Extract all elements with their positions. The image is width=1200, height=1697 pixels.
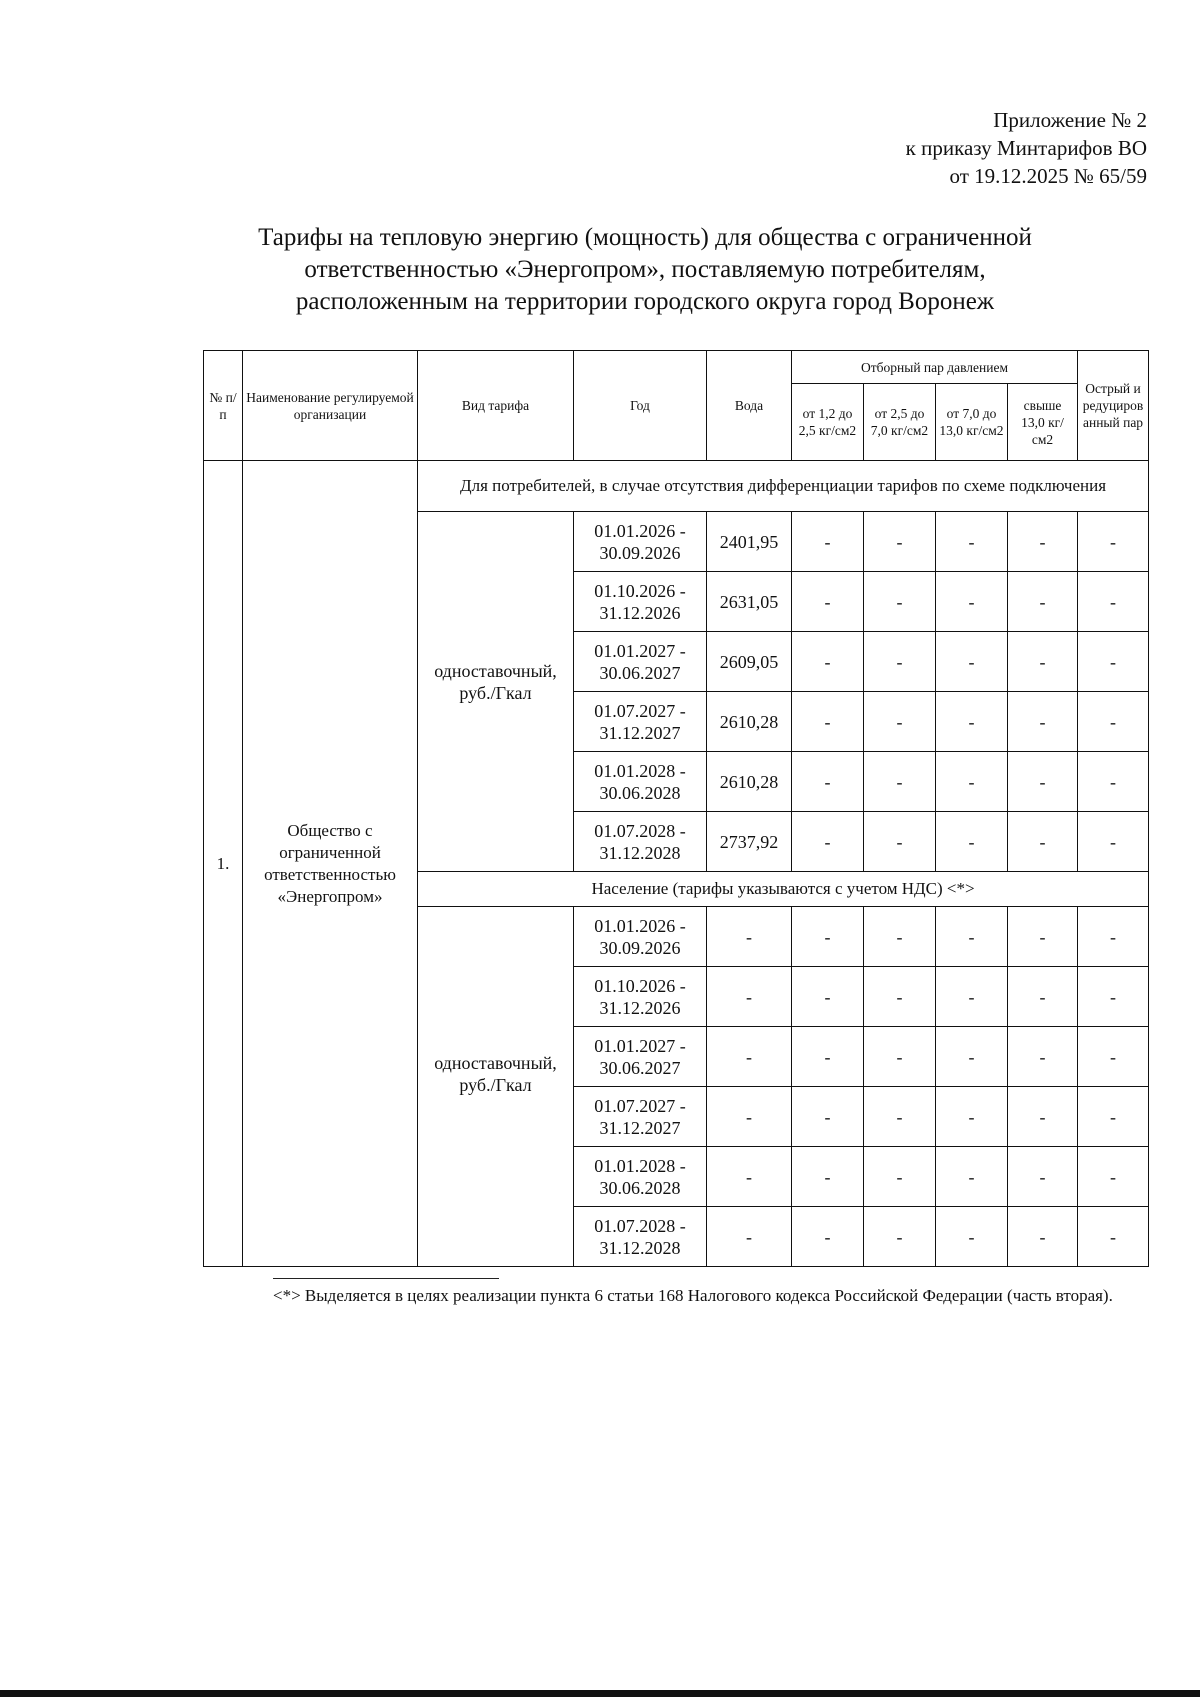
- value-s2: -: [864, 1027, 936, 1087]
- header-steam-4: свыше 13,0 кг/см2: [1008, 384, 1078, 461]
- title-line-1: Тарифы на тепловую энергию (мощность) для общества с ограниченной: [258, 224, 1032, 251]
- value-water: -: [707, 1207, 792, 1267]
- title-line-3: расположенным на территории городского округа город Воронеж: [295, 288, 995, 315]
- value-s2: -: [864, 907, 936, 967]
- value-s3: -: [936, 1207, 1008, 1267]
- appendix-reference: [906, 106, 1147, 190]
- header-sharp-steam: Острый и редуцированный пар: [1078, 351, 1149, 461]
- header-steam-group: Отборный пар давлением: [792, 351, 1078, 384]
- header-water: Вода: [707, 351, 792, 461]
- section-title: Население (тарифы указываются с учетом НДС) <*>: [418, 872, 1149, 907]
- value-sharp: -: [1078, 1087, 1149, 1147]
- value-s3: -: [936, 812, 1008, 872]
- title-line-2: ответственностью «Энергопром», поставляемую потребителям,: [304, 256, 986, 283]
- value-sharp: -: [1078, 812, 1149, 872]
- value-s3: -: [936, 632, 1008, 692]
- value-s3: -: [936, 1027, 1008, 1087]
- value-s4: -: [1008, 812, 1078, 872]
- value-s4: -: [1008, 907, 1078, 967]
- value-sharp: -: [1078, 907, 1149, 967]
- value-s1: -: [792, 632, 864, 692]
- value-sharp: -: [1078, 512, 1149, 572]
- period: 01.01.2028 - 30.06.2028: [574, 752, 707, 812]
- value-s4: -: [1008, 692, 1078, 752]
- period: 01.07.2027 - 31.12.2027: [574, 1087, 707, 1147]
- value-s2: -: [864, 1147, 936, 1207]
- value-sharp: -: [1078, 1147, 1149, 1207]
- value-s1: -: [792, 512, 864, 572]
- value-water: 2610,28: [707, 752, 792, 812]
- period: 01.01.2027 - 30.06.2027: [574, 632, 707, 692]
- value-s4: -: [1008, 967, 1078, 1027]
- period: 01.07.2028 - 31.12.2028: [574, 812, 707, 872]
- document-title: [180, 222, 1110, 318]
- value-s4: -: [1008, 1087, 1078, 1147]
- header-organization: Наименование регулируемой организации: [243, 351, 418, 461]
- value-s4: -: [1008, 512, 1078, 572]
- value-s3: -: [936, 1147, 1008, 1207]
- value-s4: -: [1008, 572, 1078, 632]
- value-s4: -: [1008, 1147, 1078, 1207]
- value-water: 2631,05: [707, 572, 792, 632]
- value-s1: -: [792, 812, 864, 872]
- period: 01.10.2026 - 31.12.2026: [574, 967, 707, 1027]
- period: 01.01.2026 - 30.09.2026: [574, 907, 707, 967]
- value-s4: -: [1008, 632, 1078, 692]
- header-tariff-type: Вид тарифа: [418, 351, 574, 461]
- value-sharp: -: [1078, 1027, 1149, 1087]
- value-s2: -: [864, 1087, 936, 1147]
- value-s2: -: [864, 572, 936, 632]
- value-s2: -: [864, 512, 936, 572]
- value-s1: -: [792, 752, 864, 812]
- appendix-order-date: от 19.12.2025 № 65/59: [949, 164, 1147, 188]
- header-steam-3: от 7,0 до 13,0 кг/см2: [936, 384, 1008, 461]
- scan-bottom-edge: [0, 1690, 1200, 1697]
- value-s1: -: [792, 1207, 864, 1267]
- value-s4: -: [1008, 752, 1078, 812]
- value-s3: -: [936, 1087, 1008, 1147]
- value-sharp: -: [1078, 632, 1149, 692]
- value-sharp: -: [1078, 572, 1149, 632]
- period: 01.01.2026 - 30.09.2026: [574, 512, 707, 572]
- value-s1: -: [792, 692, 864, 752]
- value-water: -: [707, 967, 792, 1027]
- value-s2: -: [864, 967, 936, 1027]
- value-water: -: [707, 1087, 792, 1147]
- section-title: Для потребителей, в случае отсутствия дифференциации тарифов по схеме подключения: [418, 461, 1149, 512]
- value-s1: -: [792, 1087, 864, 1147]
- header-year: Год: [574, 351, 707, 461]
- organization-name: Общество с ограниченной ответственностью «Энергопром»: [243, 461, 418, 1267]
- value-s1: -: [792, 572, 864, 632]
- tariff-table: [203, 350, 1149, 1267]
- header-steam-1: от 1,2 до 2,5 кг/см2: [792, 384, 864, 461]
- period: 01.07.2028 - 31.12.2028: [574, 1207, 707, 1267]
- value-sharp: -: [1078, 1207, 1149, 1267]
- period: 01.07.2027 - 31.12.2027: [574, 692, 707, 752]
- value-water: -: [707, 1027, 792, 1087]
- footnote-divider: [273, 1278, 499, 1279]
- value-s2: -: [864, 812, 936, 872]
- tariff-type: одноставочный, руб./Гкал: [418, 512, 574, 872]
- period: 01.01.2028 - 30.06.2028: [574, 1147, 707, 1207]
- value-sharp: -: [1078, 752, 1149, 812]
- value-s2: -: [864, 1207, 936, 1267]
- period: 01.10.2026 - 31.12.2026: [574, 572, 707, 632]
- value-water: 2610,28: [707, 692, 792, 752]
- appendix-number: Приложение № 2: [993, 108, 1147, 132]
- value-s3: -: [936, 967, 1008, 1027]
- value-water: 2609,05: [707, 632, 792, 692]
- value-s2: -: [864, 752, 936, 812]
- value-s4: -: [1008, 1207, 1078, 1267]
- row-number: 1.: [204, 461, 243, 1267]
- value-s3: -: [936, 512, 1008, 572]
- appendix-order-ref: к приказу Минтарифов ВО: [905, 136, 1147, 160]
- period: 01.01.2027 - 30.06.2027: [574, 1027, 707, 1087]
- value-s3: -: [936, 692, 1008, 752]
- value-water: 2737,92: [707, 812, 792, 872]
- value-s3: -: [936, 572, 1008, 632]
- value-s1: -: [792, 1027, 864, 1087]
- value-sharp: -: [1078, 692, 1149, 752]
- value-s3: -: [936, 907, 1008, 967]
- value-s4: -: [1008, 1027, 1078, 1087]
- value-s1: -: [792, 907, 864, 967]
- value-s2: -: [864, 632, 936, 692]
- value-sharp: -: [1078, 967, 1149, 1027]
- value-s2: -: [864, 692, 936, 752]
- value-water: -: [707, 907, 792, 967]
- header-num: № п/п: [204, 351, 243, 461]
- header-steam-2: от 2,5 до 7,0 кг/см2: [864, 384, 936, 461]
- value-water: 2401,95: [707, 512, 792, 572]
- tariff-type: одноставочный, руб./Гкал: [418, 907, 574, 1267]
- value-s1: -: [792, 1147, 864, 1207]
- value-s1: -: [792, 967, 864, 1027]
- value-s3: -: [936, 752, 1008, 812]
- value-water: -: [707, 1147, 792, 1207]
- footnote: <*> Выделяется в целях реализации пункта 6 статьи 168 Налогового кодекса Российской Федерации (часть вторая).: [273, 1286, 1113, 1305]
